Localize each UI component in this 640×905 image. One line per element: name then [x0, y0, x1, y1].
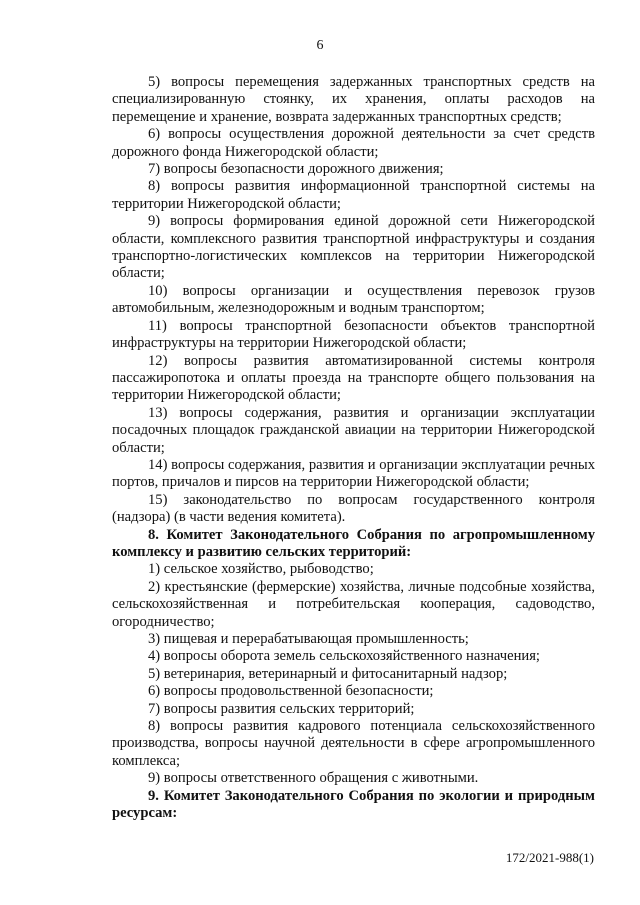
list-item: 9) вопросы ответственного обращения с животными. [148, 770, 479, 787]
list-item: 10) вопросы организации и осуществления перевозок грузов автомобильным, железнодорожным и водным транспортом; [112, 282, 595, 317]
list-item: 3) пищевая и перерабатывающая промышленность; [148, 631, 469, 647]
document-body [112, 74, 595, 822]
list-item: 4) вопросы оборота земель сельскохозяйственного назначения; [148, 648, 540, 665]
list-item: 5) вопросы перемещения задержанных транспортных средств на специализированную стоянку, их хранения, оплаты расходов на перемещение и хранение, возврата задержанных транспортных средств; [112, 74, 595, 125]
list-item: 1) сельское хозяйство, рыбоводство; [148, 561, 374, 578]
list-item: 15) законодательство по вопросам государственного контроля (надзора) (в части ведения комитета). [112, 491, 595, 526]
section-heading: 9. Комитет Законодательного Собрания по экологии и природным ресурсам: [112, 787, 595, 822]
list-item: 11) вопросы транспортной безопасности объектов транспортной инфраструктуры на территории Нижегородской области; [112, 317, 595, 352]
list-item: 9) вопросы формирования единой дорожной сети Нижегородской области, комплексного развития транспортной инфраструктуры и создания транспортно-логистических комплексов на территории Нижегородской области; [112, 213, 595, 282]
page-number: 6 [316, 38, 324, 53]
list-item: 13) вопросы содержания, развития и организации эксплуатации посадочных площадок гражданской авиации на территории Нижегородской области; [112, 404, 595, 456]
list-item: 12) вопросы развития автоматизированной системы контроля пассажиропотока и оплаты проезда на транспорте общего пользования на территории Нижегородской области; [112, 352, 595, 404]
list-item: 8) вопросы развития кадрового потенциала сельскохозяйственного производства, вопросы научной деятельности в сфере агропромышленного комплекса; [112, 718, 595, 769]
list-item: 7) вопросы развития сельских территорий; [148, 700, 415, 717]
list-item: 6) вопросы продовольственной безопасности; [148, 683, 434, 700]
document-code: 172/2021-988(1) [505, 850, 594, 865]
list-item: 14) вопросы содержания, развития и организации эксплуатации речных портов, причалов и пирсов на территории Нижегородской области; [112, 456, 595, 491]
list-item: 5) ветеринария, ветеринарный и фитосанитарный надзор; [148, 665, 508, 682]
section-heading: 8. Комитет Законодательного Собрания по агропромышленному комплексу и развитию сельских территорий: [112, 526, 595, 560]
list-item: 8) вопросы развития информационной транспортной системы на территории Нижегородской области; [112, 178, 595, 212]
list-item: 2) крестьянские (фермерские) хозяйства, личные подсобные хозяйства, сельскохозяйственная и потребительская кооперация, садоводство, огородничество; [112, 578, 595, 630]
list-item: 6) вопросы осуществления дорожной деятельности за счет средств дорожного фонда Нижегородской области; [112, 126, 595, 160]
list-item: 7) вопросы безопасности дорожного движения; [148, 161, 444, 178]
